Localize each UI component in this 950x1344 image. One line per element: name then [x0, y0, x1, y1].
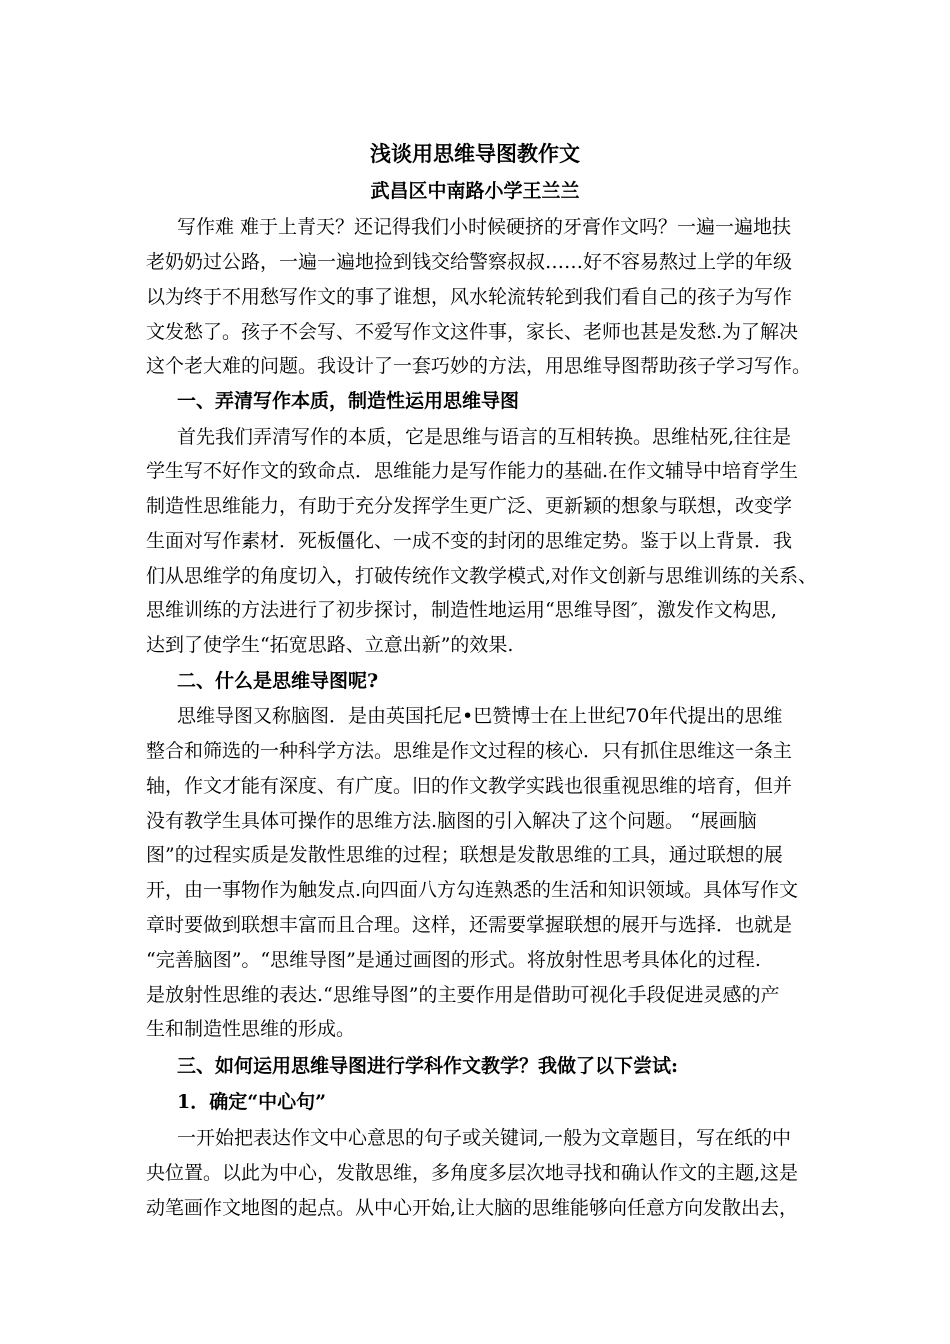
body-line: 思维训练的方法进行了初步探讨，制造性地运用“思维导图″，激发作文构思,	[146, 599, 777, 621]
section-heading-1: 一、弄清写作本质，制造性运用思维导图	[177, 390, 520, 412]
body-line: 生面对写作素材．死板僵化、一成不变的封闭的思维定势。鉴于以上背景．我	[146, 530, 793, 552]
body-line: 学生写不好作文的致命点．思维能力是写作能力的基础.在作文辅导中培育学生	[146, 460, 799, 482]
body-line: 动笔画作文地图的起点。从中心开始,让大脑的思维能够向任意方向发散出去，	[146, 1197, 799, 1219]
body-line: 这个老大难的问题。我设计了一套巧妙的方法，用思维导图帮助孩子学习写作。	[146, 355, 812, 377]
body-line: 没有教学生具体可操作的思维方法.脑图的引入解决了这个问题。 “展画脑	[146, 810, 757, 832]
body-line: “完善脑图”。“思维导图”是通过画图的形式。将放射性思考具体化的过程.	[146, 949, 761, 971]
body-line: 们从思维学的角度切入，打破传统作文教学模式,对作文创新与思维训练的关系、	[146, 565, 818, 587]
body-line: 章时要做到联想丰富而且合理。这样，还需要掌握联想的展开与选择．也就是	[146, 914, 793, 936]
body-line: 达到了使学生“拓宽思路、立意出新”的效果.	[146, 634, 514, 656]
body-line: 写作难 难于上青天？还记得我们小时候硬挤的牙膏作文吗？一遍一遍地扶	[177, 216, 792, 238]
subsection-heading-1: 1．确定“中心句”	[177, 1091, 327, 1113]
body-line: 老奶奶过公路，一遍一遍地捡到钱交给警察叔叔……好不容易熬过上学的年级	[146, 251, 793, 273]
body-line: 首先我们弄清写作的本质，它是思维与语言的互相转换。思维枯死,往往是	[177, 426, 792, 448]
document-title: 浅谈用思维导图教作文	[370, 141, 580, 166]
author-line: 武昌区中南路小学王兰兰	[370, 180, 580, 202]
body-line: 整合和筛选的一种科学方法。思维是作文过程的核心．只有抓住思维这一条主	[146, 740, 793, 762]
body-line: 是放射性思维的表达.“思维导图”的主要作用是借助可视化手段促进灵感的产	[146, 984, 780, 1006]
body-line: 开，由一事物作为触发点.向四面八方勾连熟悉的生活和知识领域。具体写作文	[146, 879, 799, 901]
body-line: 图”的过程实质是发散性思维的过程；联想是发散思维的工具，通过联想的展	[146, 844, 783, 866]
body-line: 制造性思维能力，有助于充分发挥学生更广泛、更新颖的想象与联想，改变学	[146, 495, 793, 517]
body-line: 一开始把表达作文中心意思的句子或关键词,一般为文章题目，写在纸的中	[177, 1127, 792, 1149]
body-line: 央位置。以此为中心，发散思维，多角度多层次地寻找和确认作文的主题,这是	[146, 1162, 799, 1184]
body-line: 生和制造性思维的形成。	[146, 1018, 356, 1040]
body-line: 文发愁了。孩子不会写、不爱写作文这件事，家长、老师也甚是发愁.为了解决	[146, 321, 799, 343]
body-line: 轴，作文才能有深度、有广度。旧的作文教学实践也很重视思维的培育，但并	[146, 775, 793, 797]
body-line: 思维导图又称脑图．是由英国托尼•巴赞博士在上世纪70年代提出的思维	[177, 705, 783, 727]
section-heading-2: 二、什么是思维导图呢?	[177, 670, 379, 692]
section-heading-3: 三、如何运用思维导图进行学科作文教学？我做了以下尝试:	[177, 1055, 679, 1077]
body-line: 以为终于不用愁写作文的事了谁想，风水轮流转轮到我们看自己的孩子为写作	[146, 286, 793, 308]
